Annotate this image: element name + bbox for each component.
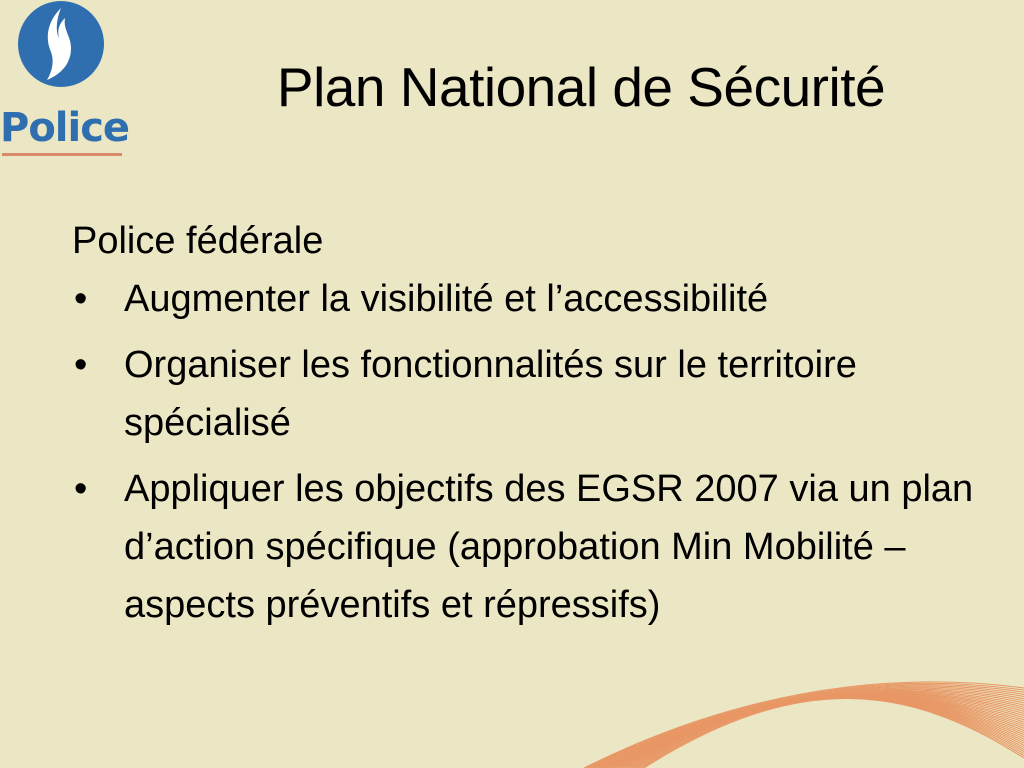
- section-heading: Police fédérale: [72, 220, 324, 262]
- logo-wordmark: Police: [0, 105, 130, 151]
- bullet-marker: •: [74, 344, 88, 386]
- logo-underline: [2, 153, 122, 156]
- bullet-text: Organiser les fonctionnalités sur le territoire spécialisé: [124, 344, 857, 444]
- decorative-swirl-lines: [544, 658, 1024, 768]
- slide-title: Plan National de Sécurité: [276, 56, 886, 118]
- slide-body: [72, 212, 1017, 642]
- bullet-item: [72, 336, 1017, 452]
- bullet-item: [72, 460, 1017, 634]
- bullet-marker: •: [74, 278, 88, 320]
- bullet-item: [72, 270, 1017, 328]
- bullet-marker: •: [74, 468, 88, 510]
- bullet-text: Appliquer les objectifs des EGSR 2007 via un plan d’action spécifique (approbation Min Mobilité – aspects préventifs et répressifs): [124, 468, 974, 626]
- bullet-list: [72, 270, 1017, 634]
- bullet-text: Augmenter la visibilité et l’accessibilité: [124, 278, 769, 320]
